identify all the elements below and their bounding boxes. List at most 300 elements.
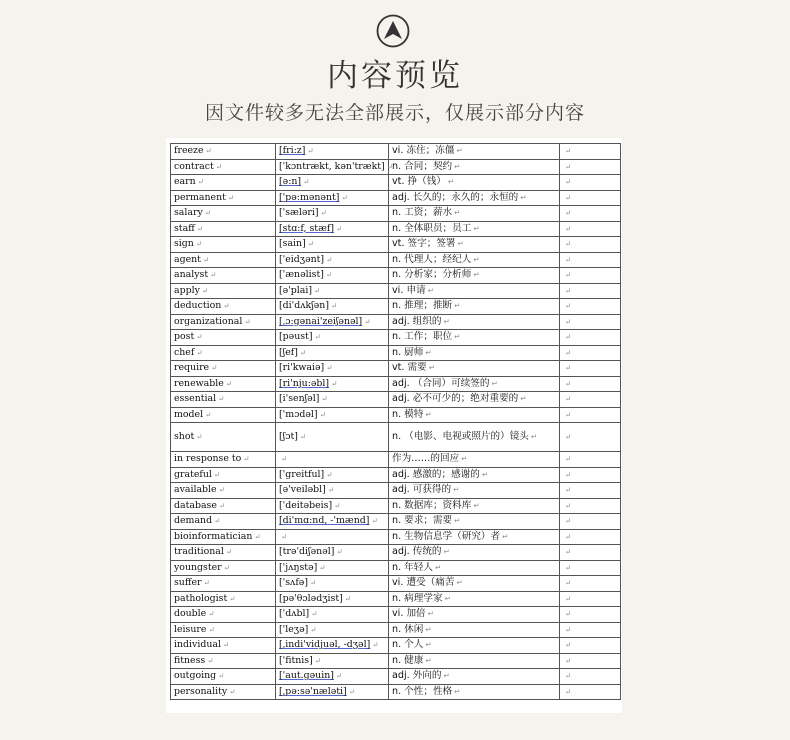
paragraph-mark-icon: ↵: [473, 223, 480, 233]
phonetic-cell: [276, 268, 389, 284]
empty-cell: [560, 252, 621, 268]
meaning-cell: [389, 467, 560, 483]
word-text: database: [174, 499, 217, 511]
word-cell: [171, 638, 276, 654]
word-text: available: [174, 484, 217, 496]
meaning-cell: [389, 345, 560, 361]
word-cell: [171, 684, 276, 700]
phonetic-cell: [276, 514, 389, 530]
empty-cell: [560, 638, 621, 654]
phonetic-cell: [276, 591, 389, 607]
paragraph-mark-icon: ↵: [335, 671, 343, 681]
paragraph-mark-icon: ↵: [428, 363, 436, 373]
phonetic-cell: [276, 190, 389, 206]
table-row: [171, 653, 621, 669]
meaning-cell: [389, 529, 560, 545]
paragraph-mark-icon: ↵: [443, 547, 450, 557]
phonetic-text: [ə'plai]: [279, 284, 313, 296]
table-row: [171, 452, 621, 468]
word-cell: [171, 423, 276, 452]
word-cell: [171, 159, 276, 175]
word-cell: [171, 529, 276, 545]
paragraph-mark-icon: ↵: [565, 161, 572, 171]
phonetic-text: [ri'kwaiə]: [279, 362, 325, 374]
paragraph-mark-icon: ↵: [303, 177, 310, 187]
word-cell: [171, 591, 276, 607]
paragraph-mark-icon: ↵: [425, 347, 432, 357]
phonetic-cell: [276, 560, 389, 576]
meaning-cell: [389, 483, 560, 499]
paragraph-mark-icon: ↵: [425, 640, 432, 650]
meaning-text: n. 分析家；分析师: [392, 269, 472, 281]
empty-cell: [560, 345, 621, 361]
phonetic-text: [ə:n]: [279, 176, 302, 188]
paragraph-mark-icon: ↵: [565, 500, 572, 510]
meaning-cell: [389, 622, 560, 638]
meaning-cell: [389, 268, 560, 284]
table-row: [171, 283, 621, 299]
phonetic-text: ['fitnis]: [279, 654, 313, 666]
paragraph-mark-icon: ↵: [565, 409, 572, 419]
paragraph-mark-icon: ↵: [214, 516, 221, 526]
paragraph-mark-icon: ↵: [565, 192, 572, 202]
phonetic-cell: [276, 252, 389, 268]
phonetic-cell: [276, 314, 389, 330]
paragraph-mark-icon: ↵: [425, 624, 432, 634]
phonetic-cell: [276, 529, 389, 545]
meaning-text: n. 个人: [392, 639, 424, 651]
paragraph-mark-icon: ↵: [565, 562, 572, 572]
paragraph-mark-icon: ↵: [254, 531, 261, 541]
paragraph-mark-icon: ↵: [244, 316, 251, 326]
phonetic-text: ['ænəlist]: [279, 269, 324, 281]
empty-cell: [560, 483, 621, 499]
word-cell: [171, 560, 276, 576]
table-row: [171, 591, 621, 607]
paragraph-mark-icon: ↵: [213, 469, 221, 479]
word-text: apply: [174, 284, 200, 296]
paragraph-mark-icon: ↵: [454, 516, 461, 526]
phonetic-cell: [276, 376, 389, 392]
empty-cell: [560, 299, 621, 315]
table-row: [171, 314, 621, 330]
paragraph-mark-icon: ↵: [456, 578, 463, 588]
table-row: [171, 159, 621, 175]
empty-cell: [560, 376, 621, 392]
meaning-text: adj. 外向的: [392, 670, 442, 682]
empty-cell: [560, 622, 621, 638]
meaning-text: adj. 可获得的: [392, 484, 452, 496]
meaning-text: n. 要求；需要: [392, 515, 453, 527]
paragraph-mark-icon: ↵: [196, 332, 203, 342]
phonetic-text: [sain]: [279, 238, 306, 250]
phonetic-text: ['mɔdəl]: [279, 408, 318, 420]
up-arrow-logo-icon: [376, 14, 410, 48]
empty-cell: [560, 283, 621, 299]
phonetic-cell: [276, 330, 389, 346]
phonetic-text: [ʃef]: [279, 346, 298, 358]
paragraph-mark-icon: ↵: [201, 285, 209, 295]
meaning-text: n. 休闲: [392, 623, 424, 635]
paragraph-mark-icon: ↵: [311, 609, 318, 619]
paragraph-mark-icon: ↵: [565, 394, 572, 404]
paragraph-mark-icon: ↵: [225, 547, 233, 557]
word-text: suffer: [174, 577, 202, 589]
phonetic-text: ['kɔntrækt, kən'trækt]: [279, 160, 385, 172]
paragraph-mark-icon: ↵: [218, 500, 226, 510]
phonetic-text: [stɑ:f, stæf]: [279, 222, 335, 234]
word-text: fitness: [174, 654, 206, 666]
phonetic-cell: [276, 392, 389, 408]
phonetic-cell: [276, 423, 389, 452]
meaning-text: n. 生物信息学（研究）者: [392, 530, 501, 542]
meaning-text: vi. 加倍: [392, 608, 426, 620]
phonetic-cell: [276, 467, 389, 483]
table-row: [171, 529, 621, 545]
paragraph-mark-icon: ↵: [565, 270, 572, 280]
meaning-text: n. 模特: [392, 408, 424, 420]
word-cell: [171, 514, 276, 530]
table-row: [171, 330, 621, 346]
paragraph-mark-icon: ↵: [195, 239, 203, 249]
paragraph-mark-icon: ↵: [447, 177, 455, 187]
word-text: require: [174, 362, 210, 374]
paragraph-mark-icon: ↵: [336, 223, 343, 233]
word-text: staff: [174, 222, 195, 234]
word-text: organizational: [174, 315, 243, 327]
word-cell: [171, 576, 276, 592]
word-cell: [171, 221, 276, 237]
meaning-text: vt. 签字；签署: [392, 238, 456, 250]
paragraph-mark-icon: ↵: [208, 609, 215, 619]
phonetic-text: [ˌindi'vidjuəl, -dʒəl]: [279, 639, 371, 651]
phonetic-cell: [276, 638, 389, 654]
word-cell: [171, 669, 276, 685]
table-row: [171, 252, 621, 268]
meaning-text: n. 病理学家: [392, 592, 443, 604]
meaning-text: n. 合同；契约: [392, 160, 453, 172]
word-cell: [171, 622, 276, 638]
meaning-cell: [389, 376, 560, 392]
table-row: [171, 144, 621, 160]
empty-cell: [560, 330, 621, 346]
phonetic-text: [di'dʌkʃən]: [279, 300, 330, 312]
phonetic-cell: [276, 221, 389, 237]
paragraph-mark-icon: ↵: [218, 485, 225, 495]
paragraph-mark-icon: ↵: [443, 316, 450, 326]
word-text: post: [174, 331, 195, 343]
paragraph-mark-icon: ↵: [457, 239, 464, 249]
word-text: outgoing: [174, 670, 217, 682]
word-text: grateful: [174, 468, 212, 480]
meaning-cell: [389, 560, 560, 576]
paragraph-mark-icon: ↵: [444, 593, 451, 603]
paragraph-mark-icon: ↵: [565, 208, 572, 218]
empty-cell: [560, 560, 621, 576]
phonetic-cell: [276, 607, 389, 623]
meaning-text: n. 个性；性格: [392, 685, 453, 697]
phonetic-text: ['aut.gəuin]: [279, 670, 334, 682]
meaning-cell: [389, 576, 560, 592]
word-text: chef: [174, 346, 195, 358]
meaning-text: n. 年轻人: [392, 561, 433, 573]
paragraph-mark-icon: ↵: [565, 547, 572, 557]
meaning-text: n. 数据库；资料库: [392, 499, 472, 511]
paragraph-mark-icon: ↵: [565, 469, 572, 479]
word-cell: [171, 237, 276, 253]
meaning-cell: [389, 653, 560, 669]
paragraph-mark-icon: ↵: [314, 285, 321, 295]
meaning-text: n. 厨师: [392, 346, 424, 358]
paragraph-mark-icon: ↵: [565, 332, 572, 342]
word-text: salary: [174, 207, 203, 219]
phonetic-cell: [276, 361, 389, 377]
phonetic-cell: [276, 483, 389, 499]
paragraph-mark-icon: ↵: [565, 177, 572, 187]
paragraph-mark-icon: ↵: [454, 686, 461, 696]
empty-cell: [560, 653, 621, 669]
page-subtitle: 因文件较多无法全部展示，仅展示部分内容: [204, 102, 585, 124]
meaning-cell: [389, 144, 560, 160]
phonetic-text: [fri:z]: [279, 145, 306, 157]
meaning-text: n. 全体职员；员工: [392, 222, 472, 234]
paragraph-mark-icon: ↵: [565, 686, 572, 696]
paragraph-mark-icon: ↵: [218, 394, 225, 404]
word-text: in response to: [174, 453, 242, 465]
empty-cell: [560, 237, 621, 253]
paragraph-mark-icon: ↵: [208, 624, 215, 634]
phonetic-cell: [276, 669, 389, 685]
word-cell: [171, 190, 276, 206]
vocabulary-table: [170, 143, 621, 700]
paragraph-mark-icon: ↵: [222, 640, 230, 650]
paragraph-mark-icon: ↵: [225, 378, 233, 388]
word-cell: [171, 144, 276, 160]
empty-cell: [560, 144, 621, 160]
paragraph-mark-icon: ↵: [204, 208, 212, 218]
meaning-text: vt. 挣（钱）: [392, 176, 446, 188]
word-text: model: [174, 408, 204, 420]
paragraph-mark-icon: ↵: [327, 485, 335, 495]
meaning-cell: [389, 545, 560, 561]
word-text: demand: [174, 515, 213, 527]
phonetic-cell: [276, 576, 389, 592]
empty-cell: [560, 392, 621, 408]
word-cell: [171, 498, 276, 514]
word-cell: [171, 268, 276, 284]
table-row: [171, 190, 621, 206]
phonetic-cell: [276, 452, 389, 468]
paragraph-mark-icon: ↵: [336, 547, 343, 557]
paragraph-mark-icon: ↵: [197, 177, 204, 187]
phonetic-cell: [276, 283, 389, 299]
phonetic-text: [pə'θɔlədʒist]: [279, 592, 343, 604]
meaning-text: vi. 申请: [392, 284, 426, 296]
empty-cell: [560, 498, 621, 514]
word-text: analyst: [174, 269, 209, 281]
paragraph-mark-icon: ↵: [207, 655, 214, 665]
phonetic-text: [ri'nju:əbl]: [279, 377, 330, 389]
meaning-cell: [389, 392, 560, 408]
phonetic-cell: [276, 159, 393, 175]
phonetic-cell: [276, 144, 389, 160]
paragraph-mark-icon: ↵: [530, 432, 538, 441]
paragraph-mark-icon: ↵: [565, 531, 572, 541]
empty-cell: [560, 175, 621, 191]
paragraph-mark-icon: ↵: [565, 454, 572, 464]
paragraph-mark-icon: ↵: [491, 378, 498, 388]
meaning-text: n. 工资；薪水: [392, 207, 453, 219]
meaning-cell: [389, 252, 560, 268]
word-cell: [171, 407, 276, 423]
paragraph-mark-icon: ↵: [565, 432, 572, 441]
paragraph-mark-icon: ↵: [321, 394, 328, 404]
empty-cell: [560, 221, 621, 237]
table-row: [171, 376, 621, 392]
word-cell: [171, 361, 276, 377]
paragraph-mark-icon: ↵: [565, 363, 572, 373]
paragraph-mark-icon: ↵: [386, 161, 393, 171]
empty-cell: [560, 545, 621, 561]
paragraph-mark-icon: ↵: [425, 655, 432, 665]
paragraph-mark-icon: ↵: [344, 593, 352, 603]
word-text: renewable: [174, 377, 224, 389]
table-row: [171, 221, 621, 237]
paragraph-mark-icon: ↵: [454, 161, 461, 171]
paragraph-mark-icon: ↵: [314, 332, 321, 342]
meaning-text: n. 健康: [392, 654, 424, 666]
paragraph-mark-icon: ↵: [473, 500, 480, 510]
empty-cell: [560, 423, 621, 452]
paragraph-mark-icon: ↵: [205, 146, 212, 156]
paragraph-mark-icon: ↵: [341, 192, 348, 202]
meaning-text: adj. 感激的；感谢的: [392, 468, 480, 480]
phonetic-cell: [276, 407, 389, 423]
page-title: 内容预览: [327, 58, 463, 94]
paragraph-mark-icon: ↵: [454, 301, 461, 311]
meaning-cell: [389, 314, 560, 330]
table-row: [171, 237, 621, 253]
empty-cell: [560, 529, 621, 545]
paragraph-mark-icon: ↵: [210, 270, 217, 280]
phonetic-text: ['eidʒənt]: [279, 253, 325, 265]
empty-cell: [560, 206, 621, 222]
word-text: youngster: [174, 561, 222, 573]
phonetic-text: ['jʌŋstə]: [279, 561, 318, 573]
word-cell: [171, 376, 276, 392]
word-cell: [171, 545, 276, 561]
paragraph-mark-icon: ↵: [520, 394, 527, 404]
paragraph-mark-icon: ↵: [565, 578, 572, 588]
empty-cell: [560, 467, 621, 483]
paragraph-mark-icon: ↵: [453, 485, 460, 495]
paragraph-mark-icon: ↵: [202, 254, 210, 264]
meaning-cell: [389, 684, 560, 700]
table-row: [171, 175, 621, 191]
paragraph-mark-icon: ↵: [565, 254, 572, 264]
paragraph-mark-icon: ↵: [371, 516, 378, 526]
word-cell: [171, 252, 276, 268]
paragraph-mark-icon: ↵: [196, 432, 203, 441]
empty-cell: [560, 190, 621, 206]
meaning-text: n. 代理人；经纪人: [392, 253, 472, 265]
table-row: [171, 545, 621, 561]
phonetic-text: [ˌɔ:gənai'zeiʃənəl]: [279, 315, 363, 327]
table-row: [171, 392, 621, 408]
paragraph-mark-icon: ↵: [565, 516, 572, 526]
paragraph-mark-icon: ↵: [203, 578, 210, 588]
empty-cell: [560, 607, 621, 623]
table-row: [171, 268, 621, 284]
word-text: pathologist: [174, 592, 228, 604]
meaning-text: adj. （合同）可续签的: [392, 377, 490, 389]
empty-cell: [560, 314, 621, 330]
meaning-cell: [389, 237, 560, 253]
paragraph-mark-icon: ↵: [481, 469, 489, 479]
paragraph-mark-icon: ↵: [520, 192, 527, 202]
table-row: [171, 483, 621, 499]
paragraph-mark-icon: ↵: [427, 285, 434, 295]
paragraph-mark-icon: ↵: [223, 301, 230, 311]
phonetic-text: ['dʌbl]: [279, 608, 310, 620]
phonetic-text: ['leʒə]: [279, 623, 309, 635]
paragraph-mark-icon: ↵: [211, 363, 218, 373]
paragraph-mark-icon: ↵: [456, 146, 463, 156]
paragraph-mark-icon: ↵: [196, 223, 204, 233]
phonetic-text: [ə'veiləbl]: [279, 484, 326, 496]
paragraph-mark-icon: ↵: [325, 270, 333, 280]
word-cell: [171, 330, 276, 346]
paragraph-mark-icon: ↵: [502, 531, 509, 541]
paragraph-mark-icon: ↵: [218, 671, 225, 681]
word-text: traditional: [174, 546, 224, 558]
paragraph-mark-icon: ↵: [565, 239, 572, 249]
paragraph-mark-icon: ↵: [454, 208, 461, 218]
empty-cell: [560, 669, 621, 685]
word-cell: [171, 483, 276, 499]
table-row: [171, 638, 621, 654]
paragraph-mark-icon: ↵: [310, 624, 317, 634]
document-preview: [166, 138, 622, 713]
paragraph-mark-icon: ↵: [565, 285, 572, 295]
word-text: agent: [174, 253, 201, 265]
paragraph-mark-icon: ↵: [565, 378, 572, 388]
phonetic-text: [di'mɑ:nd, -'mænd]: [279, 515, 370, 527]
paragraph-mark-icon: ↵: [326, 363, 333, 373]
meaning-text: n. （电影、电视或照片的）镜头: [392, 431, 529, 442]
paragraph-mark-icon: ↵: [243, 454, 250, 464]
table-row: [171, 498, 621, 514]
meaning-cell: [389, 452, 560, 468]
paragraph-mark-icon: ↵: [473, 270, 480, 280]
paragraph-mark-icon: ↵: [565, 609, 572, 619]
word-cell: [171, 299, 276, 315]
meaning-text: adj. 必不可少的；绝对重要的: [392, 393, 519, 405]
meaning-cell: [389, 638, 560, 654]
phonetic-text: [pəust]: [279, 331, 313, 343]
phonetic-cell: [276, 206, 389, 222]
paragraph-mark-icon: ↵: [348, 686, 355, 696]
meaning-text: n. 工作；职位: [392, 331, 453, 343]
paragraph-mark-icon: ↵: [565, 624, 572, 634]
phonetic-cell: [276, 299, 389, 315]
word-cell: [171, 607, 276, 623]
paragraph-mark-icon: ↵: [281, 531, 288, 541]
word-text: earn: [174, 176, 196, 188]
meaning-cell: [389, 190, 560, 206]
paragraph-mark-icon: ↵: [223, 562, 230, 572]
phonetic-cell: [276, 545, 389, 561]
